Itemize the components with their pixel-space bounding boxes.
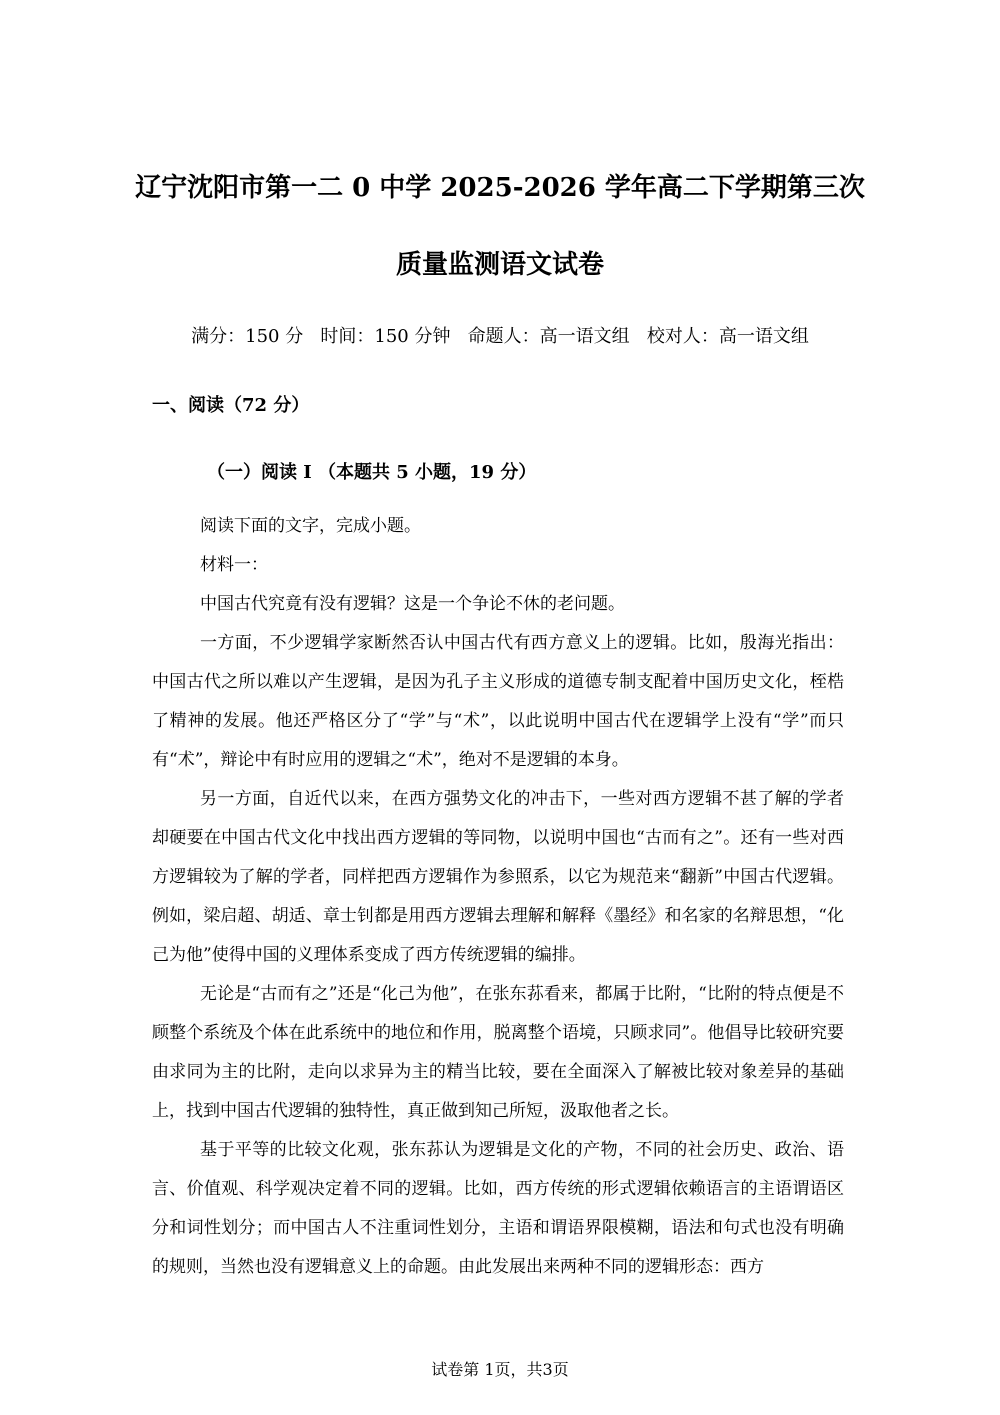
paragraph-instruction: 阅读下面的文字，完成小题。: [200, 516, 421, 536]
exam-author: 命题人：高一语文组: [467, 326, 630, 347]
exam-title-line-2: 质量监测语文试卷: [395, 250, 604, 280]
exam-meta: [0, 322, 1000, 348]
paragraph-4: 无论是“古而有之”还是“化己为他”，在张东荪看来，都属于比附，“比附的特点便是不顾整个系统及个体在此系统中的地位和作用，脱离整个语境，只顾求同”。他倡导比较研究要由求同为主的比附，走向以求异为主的精当比较，要在全面深入了解被比较对象差异的基础上，找到中国古代逻辑的独特性，真正做到知己所短，汲取他者之长。: [152, 984, 844, 1121]
paragraph-5: 基于平等的比较文化观，张东荪认为逻辑是文化的产物，不同的社会历史、政治、语言、价值观、科学观决定着不同的逻辑。比如，西方传统的形式逻辑依赖语言的主语谓语区分和词性划分；而中国古人不注重词性划分，主语和谓语界限模糊，语法和句式也没有明确的规则，当然也没有逻辑意义上的命题。由此发展出来两种不同的逻辑形态：西方: [152, 1140, 844, 1277]
paragraph-1: 中国古代究竟有没有逻辑？这是一个争论不休的老问题。: [200, 594, 625, 614]
reading-passage: [152, 507, 844, 1287]
full-score: 满分：150 分: [191, 326, 304, 347]
page-footer: 试卷第 1页，共3页: [431, 1360, 569, 1379]
exam-title-line-1: 辽宁沈阳市第一二 0 中学 2025-2026 学年高二下学期第三次: [135, 173, 865, 203]
paragraph-material-label: 材料一：: [200, 555, 268, 575]
exam-time: 时间：150 分钟: [320, 326, 451, 347]
section-heading: 一、阅读（72 分）: [152, 395, 310, 416]
subsection-heading: （一）阅读 I （本题共 5 小题，19 分）: [207, 462, 537, 483]
paragraph-3: 另一方面，自近代以来，在西方强势文化的冲击下，一些对西方逻辑不甚了解的学者却硬要在中国古代文化中找出西方逻辑的等同物，以说明中国也“古而有之”。还有一些对西方逻辑较为了解的学者，同样把西方逻辑作为参照系，以它为规范来“翻新”中国古代逻辑。例如，梁启超、胡适、章士钊都是用西方逻辑去理解和解释《墨经》和名家的名辩思想，“化己为他”使得中国的义理体系变成了西方传统逻辑的编排。: [152, 789, 844, 965]
paragraph-2: 一方面，不少逻辑学家断然否认中国古代有西方意义上的逻辑。比如，殷海光指出：中国古代之所以难以产生逻辑，是因为孔子主义形成的道德专制支配着中国历史文化，桎梏了精神的发展。他还严格区分了“学”与“术”，以此说明中国古代在逻辑学上没有“学”而只有“术”，辩论中有时应用的逻辑之“术”，绝对不是逻辑的本身。: [152, 633, 844, 770]
exam-proofreader: 校对人：高一语文组: [646, 326, 809, 347]
